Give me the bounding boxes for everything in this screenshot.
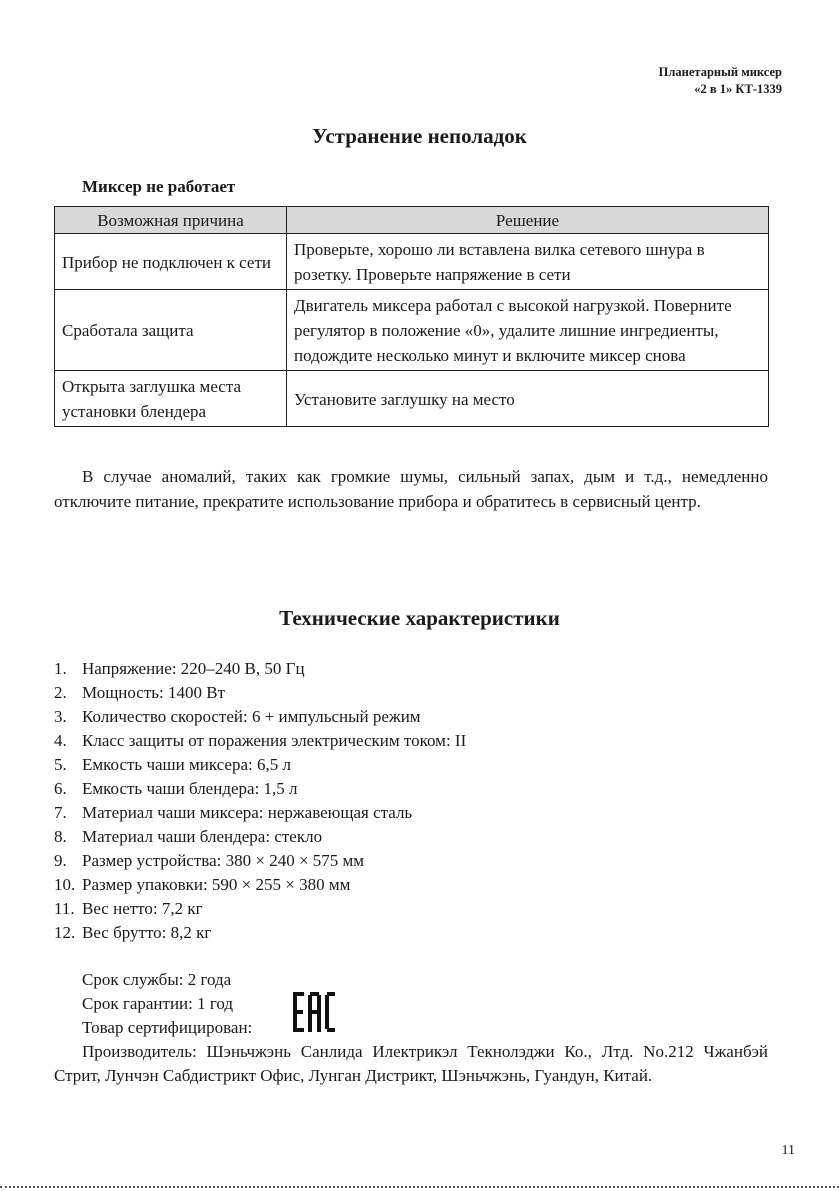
safety-note: В случае аномалий, таких как громкие шумы, сильный запах, дым и т.д., немедленно отключите питание, прекратите использование прибора и обратитесь в сервисный центр.: [54, 467, 768, 511]
list-item: 6. Емкость чаши блендера: 1,5 л: [54, 779, 298, 798]
table-header-row: [55, 207, 769, 234]
service-life: Срок службы: 2 года: [82, 970, 232, 989]
header-model: «2 в 1» КТ-1339: [694, 82, 782, 96]
column-header-cause: Возможная причина: [55, 207, 287, 234]
header-product-name: Планетарный миксер: [658, 65, 782, 79]
certified-label: Товар сертифицирован:: [82, 1018, 253, 1037]
table-row: [55, 290, 769, 371]
list-item: 1. Напряжение: 220–240 В, 50 Гц: [54, 659, 305, 678]
list-item: 7. Материал чаши миксера: нержавеющая сталь: [54, 803, 413, 822]
document-header: [659, 64, 782, 98]
list-item: 11. Вес нетто: 7,2 кг: [54, 899, 203, 918]
list-item: 10. Размер упаковки: 590 × 255 × 380 мм: [54, 875, 351, 894]
cause-cell: Открыта заглушка места установки блендера: [55, 371, 287, 427]
page-number: 11: [781, 1143, 795, 1158]
page-edge-divider: [0, 1186, 839, 1188]
warranty: Срок гарантии: 1 год: [82, 994, 234, 1013]
solution-cell: Проверьте, хорошо ли вставлена вилка сетевого шнура в розетку. Проверьте напряжение в сети: [287, 234, 769, 290]
eac-mark-icon: [293, 992, 335, 1032]
column-header-solution: Решение: [287, 207, 769, 234]
list-item: 9. Размер устройства: 380 × 240 × 575 мм: [54, 851, 365, 870]
table-row: [55, 371, 769, 427]
troubleshooting-table: [54, 206, 769, 427]
manufacturer-info: Производитель: Шэньчжэнь Санлида Илектрикэл Текнолэджи Ко., Лтд. No.212 Чжанбэй Стрит, Лунчэн Сабдистрикт Офис, Лунган Дистрикт, Шэньчжэнь, Гуандун, Китай.: [54, 1042, 768, 1085]
list-item: 4. Класс защиты от поражения электрическим током: II: [54, 731, 467, 750]
solution-cell: Двигатель миксера работал с высокой нагрузкой. Поверните регулятор в положение «0», удалите лишние ингредиенты, подождите несколько минут и включите миксер снова: [287, 290, 769, 371]
cause-cell: Прибор не подключен к сети: [55, 234, 287, 290]
list-item: 12. Вес брутто: 8,2 кг: [54, 923, 212, 942]
list-item: 5. Емкость чаши миксера: 6,5 л: [54, 755, 291, 774]
table-row: [55, 234, 769, 290]
cause-cell: Сработала защита: [55, 290, 287, 371]
specs-list: [54, 657, 466, 945]
solution-cell: Установите заглушку на место: [287, 371, 769, 427]
list-item: 2. Мощность: 1400 Вт: [54, 683, 226, 702]
list-item: 8. Материал чаши блендера: стекло: [54, 827, 323, 846]
specs-title: Технические характеристики: [279, 606, 560, 630]
troubleshooting-subtitle: Миксер не работает: [82, 177, 236, 196]
troubleshooting-title: Устранение неполадок: [312, 124, 527, 148]
list-item: 3. Количество скоростей: 6 + импульсный режим: [54, 707, 421, 726]
